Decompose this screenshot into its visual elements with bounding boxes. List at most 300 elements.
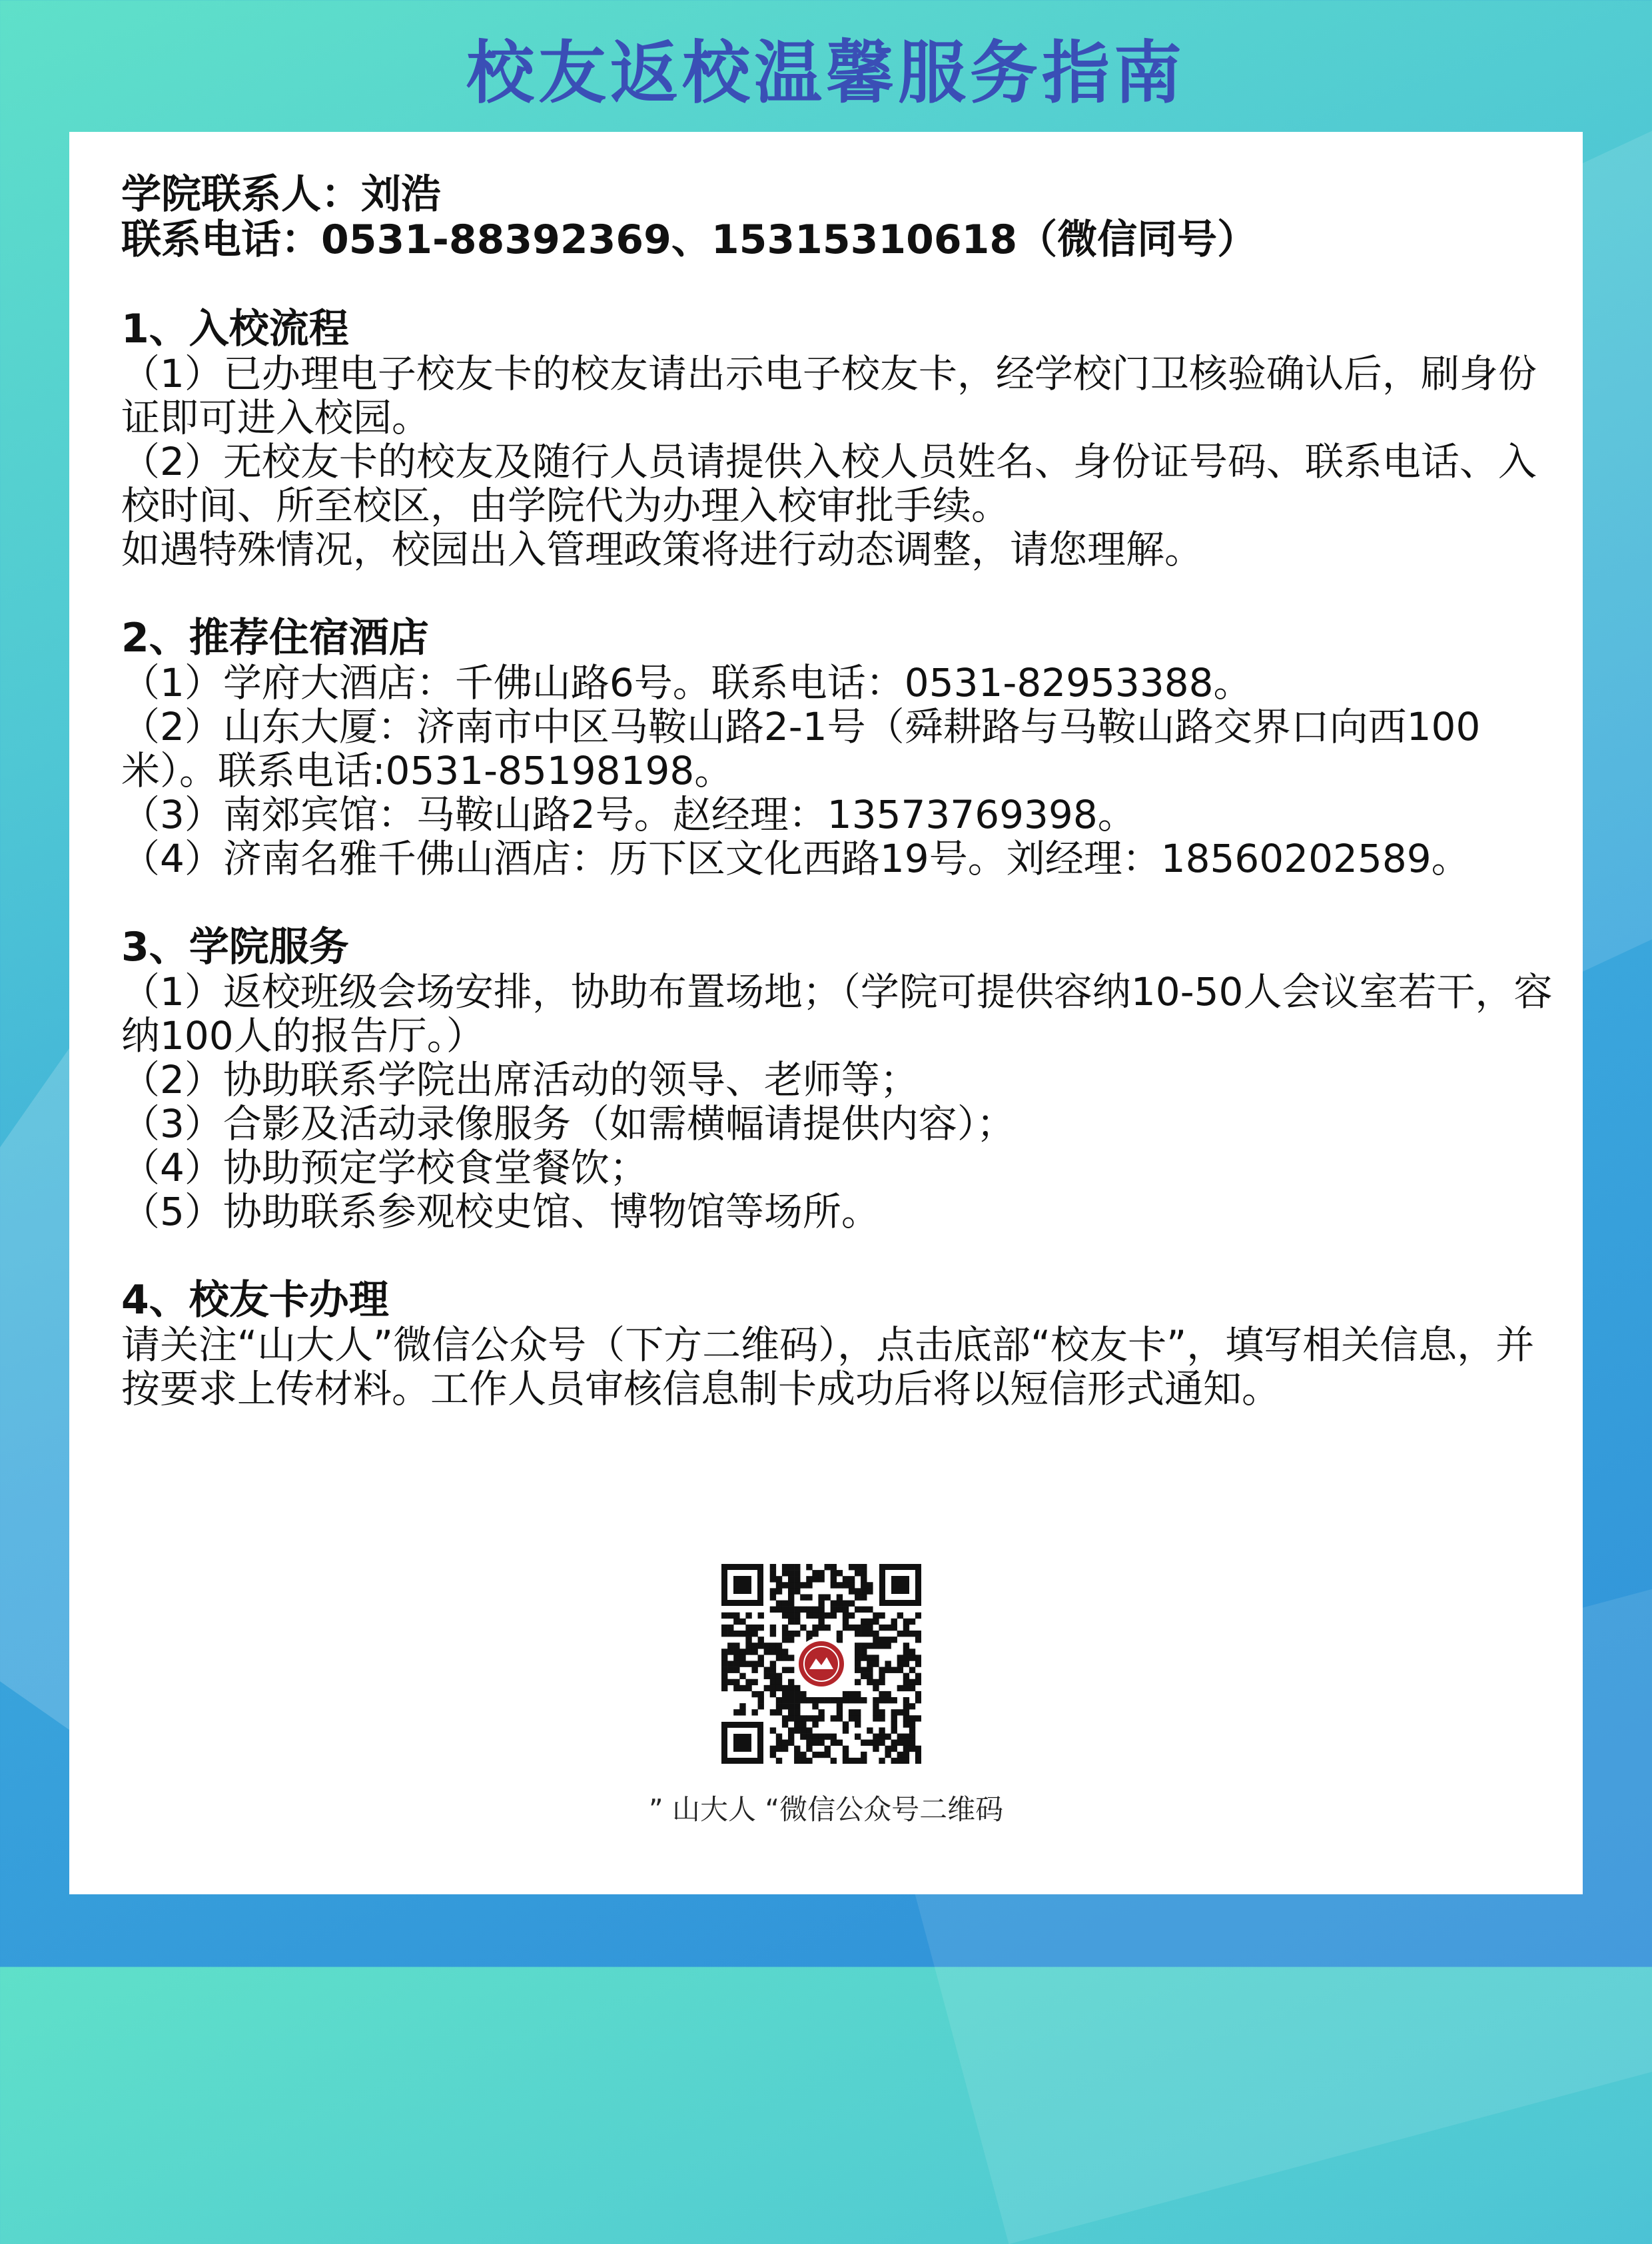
qr-module [855, 1655, 861, 1661]
qr-module [721, 1661, 727, 1667]
qr-module [873, 1661, 879, 1667]
qr-module [788, 1582, 794, 1588]
qr-module [745, 1661, 751, 1667]
qr-module [794, 1619, 800, 1625]
qr-module [745, 1613, 751, 1619]
qr-module [770, 1752, 776, 1758]
service-line: （2）协助联系学院出席活动的领导、老师等； [121, 1057, 919, 1102]
qr-module [879, 1709, 885, 1715]
qr-module [739, 1661, 745, 1667]
qr-module [915, 1661, 921, 1667]
qr-module [861, 1619, 867, 1625]
qr-module [873, 1685, 879, 1691]
qr-module [849, 1625, 855, 1631]
qr-module [897, 1758, 903, 1764]
qr-module [903, 1625, 909, 1631]
qr-module [879, 1758, 885, 1764]
qr-module [843, 1721, 849, 1727]
qr-module [764, 1667, 770, 1673]
qr-module [897, 1734, 903, 1740]
qr-module [812, 1721, 818, 1727]
qr-module [733, 1661, 739, 1667]
qr-module [806, 1715, 812, 1721]
qr-module [831, 1697, 837, 1703]
qr-module [794, 1746, 800, 1752]
qr-module [891, 1721, 897, 1727]
service-line: （1）返校班级会场安排，协助布置场地；（学院可提供容纳10-50人会议室若干，容纳100人的报告厅。） [121, 969, 1553, 1058]
qr-module [891, 1637, 897, 1643]
qr-module [794, 1588, 800, 1594]
qr-module [788, 1588, 794, 1594]
qr-module [770, 1643, 776, 1649]
qr-module [861, 1673, 867, 1679]
qr-module [782, 1715, 788, 1721]
qr-module [867, 1625, 873, 1631]
qr-module [897, 1752, 903, 1758]
qr-module [831, 1715, 837, 1721]
qr-module [739, 1709, 745, 1715]
qr-module [879, 1637, 885, 1643]
qr-module [909, 1679, 915, 1685]
qr-module [867, 1619, 873, 1625]
qr-module [861, 1607, 867, 1613]
qr-module [800, 1734, 806, 1740]
qr-module [770, 1631, 776, 1637]
qr-module [861, 1625, 867, 1631]
qr-module [909, 1685, 915, 1691]
qr-module [745, 1631, 751, 1637]
qr-module [855, 1691, 861, 1697]
qr-module [727, 1649, 733, 1655]
qr-module [776, 1746, 782, 1752]
qr-module [855, 1643, 861, 1649]
qr-module [909, 1631, 915, 1637]
qr-module [806, 1727, 812, 1733]
qr-module [721, 1673, 727, 1679]
qr-module [843, 1691, 849, 1697]
qr-module [776, 1734, 782, 1740]
qr-module [758, 1637, 764, 1643]
qr-module [812, 1576, 818, 1582]
qr-module [770, 1594, 776, 1600]
qr-module [831, 1582, 837, 1588]
qr-module [897, 1655, 903, 1661]
qr-module [903, 1758, 909, 1764]
qr-module [879, 1667, 885, 1673]
qr-module [891, 1715, 897, 1721]
qr-module [891, 1667, 897, 1673]
qr-module [770, 1673, 776, 1679]
qr-module [825, 1625, 831, 1631]
qr-module [879, 1673, 885, 1679]
qr-module [915, 1637, 921, 1643]
qr-module [758, 1655, 764, 1661]
qr-module [861, 1697, 867, 1703]
qr-module [818, 1715, 824, 1721]
service-line: （3）合影及活动录像服务（如需横幅请提供内容）； [121, 1101, 1015, 1146]
qr-module [812, 1613, 818, 1619]
qr-module [837, 1740, 843, 1746]
qr-module [788, 1734, 794, 1740]
qr-module [782, 1613, 788, 1619]
section-hotels [121, 615, 1553, 881]
qr-module [861, 1655, 867, 1661]
qr-module [770, 1576, 776, 1582]
qr-module [849, 1715, 855, 1721]
qr-module [873, 1740, 879, 1746]
qr-module [733, 1613, 739, 1619]
qr-module [788, 1564, 794, 1570]
qr-module [751, 1679, 757, 1685]
qr-module [861, 1576, 867, 1582]
qr-module [776, 1655, 782, 1661]
qr-module [867, 1740, 873, 1746]
qr-module [794, 1703, 800, 1709]
qr-module [788, 1740, 794, 1746]
qr-module [751, 1691, 757, 1697]
section-alumni-card [121, 1278, 1553, 1411]
qr-module [788, 1631, 794, 1637]
qr-module [861, 1582, 867, 1588]
qr-module [897, 1661, 903, 1667]
qr-module [837, 1607, 843, 1613]
qr-module [879, 1740, 885, 1746]
qr-module [776, 1703, 782, 1709]
qr-module [788, 1709, 794, 1715]
qr-module [831, 1570, 837, 1576]
qr-module [897, 1613, 903, 1619]
section-title: 4、校友卡办理 [121, 1277, 389, 1323]
qr-module [721, 1667, 727, 1673]
contact-person: 学院联系人：刘浩 [121, 171, 441, 218]
qr-module [812, 1625, 818, 1631]
qr-module [770, 1661, 776, 1667]
qr-module [800, 1721, 806, 1727]
qr-module [885, 1752, 891, 1758]
qr-module [903, 1734, 909, 1740]
qr-module [727, 1643, 733, 1649]
qr-module [806, 1576, 812, 1582]
hotel-line: （1）学府大酒店：千佛山路6号。联系电话：0531-82953388。 [121, 660, 1252, 705]
wechat-qr-code [721, 1564, 921, 1764]
qr-module [843, 1601, 849, 1607]
qr-module [733, 1685, 739, 1691]
qr-module [751, 1643, 757, 1649]
qr-module [903, 1673, 909, 1679]
qr-module [751, 1649, 757, 1655]
qr-module [782, 1625, 788, 1631]
qr-module [849, 1576, 855, 1582]
qr-module [782, 1631, 788, 1637]
qr-module [885, 1667, 891, 1673]
qr-module [800, 1752, 806, 1758]
qr-module [788, 1715, 794, 1721]
qr-module [733, 1619, 739, 1625]
qr-module [812, 1570, 818, 1576]
qr-module [818, 1734, 824, 1740]
qr-module [776, 1685, 782, 1691]
page-title: 校友返校温馨服务指南 [466, 33, 1186, 113]
qr-module [885, 1625, 891, 1631]
qr-module [776, 1576, 782, 1582]
qr-module [843, 1697, 849, 1703]
qr-module [794, 1582, 800, 1588]
guide-content [121, 172, 1553, 1411]
qr-module [909, 1703, 915, 1709]
qr-module [788, 1655, 794, 1661]
qr-module [879, 1643, 885, 1649]
qr-module [891, 1619, 897, 1625]
qr-module [758, 1691, 764, 1697]
qr-module [897, 1667, 903, 1673]
qr-module [764, 1685, 770, 1691]
qr-module [788, 1685, 794, 1691]
qr-module [812, 1697, 818, 1703]
qr-module [855, 1715, 861, 1721]
qr-module [873, 1703, 879, 1709]
qr-module [855, 1564, 861, 1570]
qr-module [788, 1601, 794, 1607]
qr-module [843, 1727, 849, 1733]
qr-module [843, 1607, 849, 1613]
qr-module [885, 1637, 891, 1643]
qr-module [867, 1673, 873, 1679]
qr-module [794, 1685, 800, 1691]
qr-module [879, 1625, 885, 1631]
section-line: （2）无校友卡的校友及随行人员请提供入校人员姓名、身份证号码、联系电话、入校时间、所至校区，由学院代为办理入校审批手续。 [121, 439, 1537, 528]
qr-module [733, 1667, 739, 1673]
qr-module [903, 1619, 909, 1625]
qr-module [745, 1685, 751, 1691]
qr-module [873, 1746, 879, 1752]
qr-module [855, 1649, 861, 1655]
qr-module [873, 1631, 879, 1637]
qr-module [751, 1661, 757, 1667]
qr-module [806, 1594, 812, 1600]
qr-module [909, 1715, 915, 1721]
section-title: 1、入校流程 [121, 306, 349, 352]
qr-module [867, 1643, 873, 1649]
qr-module [818, 1570, 824, 1576]
qr-module [837, 1709, 843, 1715]
qr-module [861, 1588, 867, 1594]
qr-module [855, 1594, 861, 1600]
qr-module [831, 1607, 837, 1613]
qr-module [818, 1625, 824, 1631]
qr-module [903, 1752, 909, 1758]
qr-module [721, 1655, 727, 1661]
qr-module [849, 1588, 855, 1594]
qr-module [745, 1625, 751, 1631]
qr-module [855, 1661, 861, 1667]
qr-module [733, 1631, 739, 1637]
qr-module [770, 1570, 776, 1576]
qr-module [849, 1758, 855, 1764]
qr-module [770, 1667, 776, 1673]
qr-module [794, 1727, 800, 1733]
qr-module [770, 1607, 776, 1613]
qr-module [721, 1685, 727, 1691]
qr-module [837, 1601, 843, 1607]
qr-module [770, 1649, 776, 1655]
qr-module [812, 1752, 818, 1758]
qr-module [861, 1649, 867, 1655]
qr-module [782, 1697, 788, 1703]
qr-module [782, 1582, 788, 1588]
qr-module [873, 1734, 879, 1740]
qr-module [903, 1649, 909, 1655]
qr-module [788, 1637, 794, 1643]
qr-module [837, 1697, 843, 1703]
qr-module [843, 1619, 849, 1625]
qr-module [788, 1697, 794, 1703]
qr-module [800, 1758, 806, 1764]
qr-module [721, 1679, 727, 1685]
qr-module [794, 1752, 800, 1758]
qr-module [818, 1697, 824, 1703]
qr-module [831, 1601, 837, 1607]
qr-code-image [721, 1564, 921, 1764]
section-line: （1）已办理电子校友卡的校友请出示电子校友卡，经学校门卫核验确认后，刷身份证即可进入校园。 [121, 351, 1537, 440]
qr-module [776, 1697, 782, 1703]
qr-module [909, 1734, 915, 1740]
qr-module [782, 1637, 788, 1643]
qr-module [891, 1727, 897, 1733]
qr-module [849, 1582, 855, 1588]
qr-module [776, 1740, 782, 1746]
qr-module [849, 1613, 855, 1619]
qr-module [843, 1758, 849, 1764]
qr-module [879, 1734, 885, 1740]
qr-module [825, 1697, 831, 1703]
qr-module [855, 1607, 861, 1613]
qr-module [770, 1709, 776, 1715]
qr-module [867, 1727, 873, 1733]
qr-module [837, 1703, 843, 1709]
qr-module [861, 1643, 867, 1649]
qr-module [915, 1752, 921, 1758]
qr-module [897, 1709, 903, 1715]
qr-module [861, 1752, 867, 1758]
qr-module [915, 1746, 921, 1752]
qr-module [825, 1613, 831, 1619]
service-line: （4）协助预定学校食堂餐饮； [121, 1145, 648, 1190]
qr-module [891, 1625, 897, 1631]
qr-module [861, 1667, 867, 1673]
qr-module [837, 1631, 843, 1637]
qr-module [873, 1613, 879, 1619]
qr-module [837, 1637, 843, 1643]
section-line: 请关注“山大人”微信公众号（下方二维码），点击底部“校友卡”，填写相关信息，并按要求上传材料。工作人员审核信息制卡成功后将以短信形式通知。 [121, 1322, 1535, 1411]
qr-module [770, 1746, 776, 1752]
qr-module [733, 1649, 739, 1655]
qr-module [739, 1649, 745, 1655]
qr-module [891, 1697, 897, 1703]
qr-module [903, 1685, 909, 1691]
qr-module [721, 1649, 727, 1655]
qr-module [806, 1564, 812, 1570]
qr-module [770, 1691, 776, 1697]
qr-module [831, 1564, 837, 1570]
qr-module [825, 1564, 831, 1570]
qr-module [794, 1607, 800, 1613]
qr-module [727, 1661, 733, 1667]
qr-module [867, 1607, 873, 1613]
qr-module [903, 1715, 909, 1721]
qr-module [739, 1685, 745, 1691]
qr-module [837, 1715, 843, 1721]
qr-module [721, 1631, 727, 1637]
hotel-line: （4）济南名雅千佛山酒店：历下区文化西路19号。刘经理：18560202589。 [121, 836, 1470, 881]
qr-module [855, 1631, 861, 1637]
qr-module [837, 1582, 843, 1588]
qr-module [758, 1625, 764, 1631]
qr-caption: ” 山大人 “微信公众号二维码 [648, 1793, 1004, 1826]
qr-module [727, 1613, 733, 1619]
qr-module [788, 1570, 794, 1576]
qr-module [855, 1721, 861, 1727]
qr-module [849, 1697, 855, 1703]
qr-module [867, 1582, 873, 1588]
contact-phone: 联系电话：0531-88392369、15315310618（微信同号） [121, 216, 1258, 263]
section-title: 3、学院服务 [121, 924, 349, 970]
qr-module [831, 1576, 837, 1582]
qr-module [776, 1607, 782, 1613]
qr-module [758, 1661, 764, 1667]
qr-module [861, 1631, 867, 1637]
service-line: （5）协助联系参观校史馆、博物馆等场所。 [121, 1189, 880, 1234]
qr-module [915, 1691, 921, 1697]
qr-module [800, 1625, 806, 1631]
qr-module [727, 1631, 733, 1637]
qr-module [867, 1631, 873, 1637]
qr-module [831, 1734, 837, 1740]
qr-module [812, 1631, 818, 1637]
qr-module [891, 1758, 897, 1764]
qr-module [800, 1594, 806, 1600]
qr-module [903, 1746, 909, 1752]
qr-module [818, 1607, 824, 1613]
qr-module [739, 1673, 745, 1679]
qr-module [800, 1582, 806, 1588]
qr-module [915, 1631, 921, 1637]
hotel-line: （2）山东大厦：济南市中区马鞍山路2-1号（舜耕路与马鞍山路交界口向西100米）。联系电话:0531-85198198。 [121, 704, 1481, 793]
qr-module [782, 1667, 788, 1673]
qr-module [879, 1715, 885, 1721]
qr-module [806, 1758, 812, 1764]
qr-module [794, 1613, 800, 1619]
qr-module [806, 1582, 812, 1588]
qr-module [782, 1564, 788, 1570]
university-seal-icon [795, 1637, 848, 1690]
qr-module [770, 1588, 776, 1594]
qr-module [879, 1679, 885, 1685]
qr-module [812, 1715, 818, 1721]
qr-module [751, 1631, 757, 1637]
qr-module [733, 1655, 739, 1661]
qr-module [843, 1582, 849, 1588]
qr-module [776, 1679, 782, 1685]
qr-module [745, 1637, 751, 1643]
qr-module [909, 1727, 915, 1733]
qr-module [800, 1727, 806, 1733]
qr-module [885, 1661, 891, 1667]
qr-module [745, 1679, 751, 1685]
qr-module [843, 1746, 849, 1752]
qr-module [770, 1727, 776, 1733]
qr-module [782, 1570, 788, 1576]
qr-module [782, 1601, 788, 1607]
